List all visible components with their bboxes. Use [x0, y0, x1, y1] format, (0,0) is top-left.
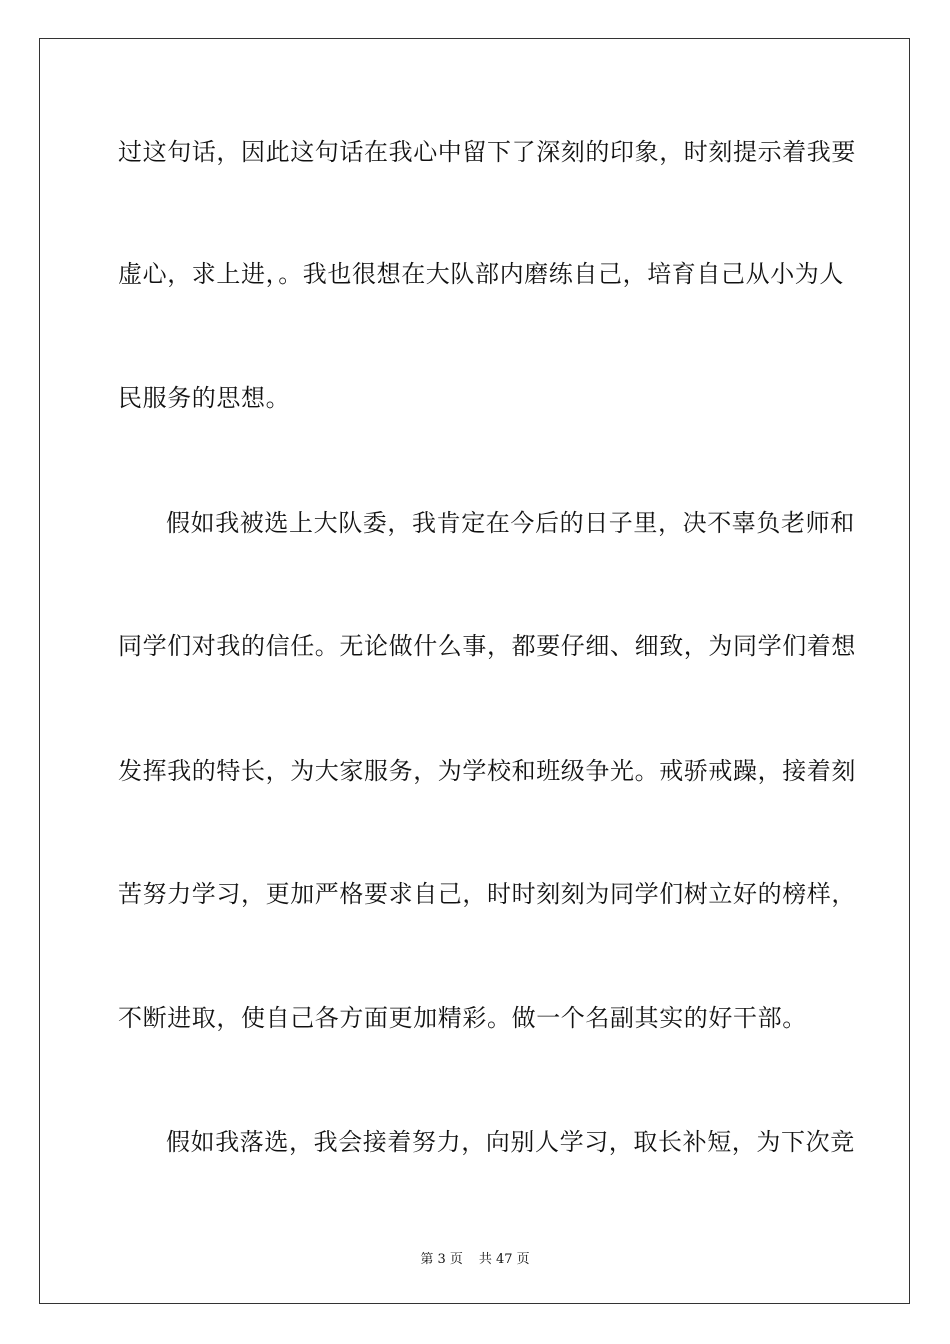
paragraph-line: 发挥我的特长，为大家服务，为学校和班级争光。戒骄戒躁，接着刻 — [118, 757, 856, 785]
paragraph-line: 过这句话，因此这句话在我心中留下了深刻的印象，时刻提示着我要 — [118, 138, 856, 166]
paragraph-line: 同学们对我的信任。无论做什么事，都要仔细、细致，为同学们着想 — [118, 632, 856, 660]
paragraph-line: 苦努力学习，更加严格要求自己，时时刻刻为同学们树立好的榜样， — [118, 880, 856, 908]
page-number: 第 3 页 — [420, 1252, 463, 1267]
paragraph-line: 民服务的思想。 — [118, 384, 291, 412]
paragraph-line: 假如我被选上大队委，我肯定在今后的日子里，决不辜负老师和 — [166, 509, 855, 537]
paragraph-line: 假如我落选，我会接着努力，向别人学习，取长补短，为下次竞 — [166, 1128, 855, 1156]
page-border — [39, 38, 910, 1304]
page-total: 共 47 页 — [478, 1252, 530, 1267]
page-footer — [0, 1248, 950, 1267]
paragraph-line: 虚心，求上进，。我也很想在大队部内磨练自己，培育自己从小为人 — [118, 260, 844, 288]
paragraph-line: 不断进取，使自己各方面更加精彩。做一个名副其实的好干部。 — [118, 1004, 807, 1032]
